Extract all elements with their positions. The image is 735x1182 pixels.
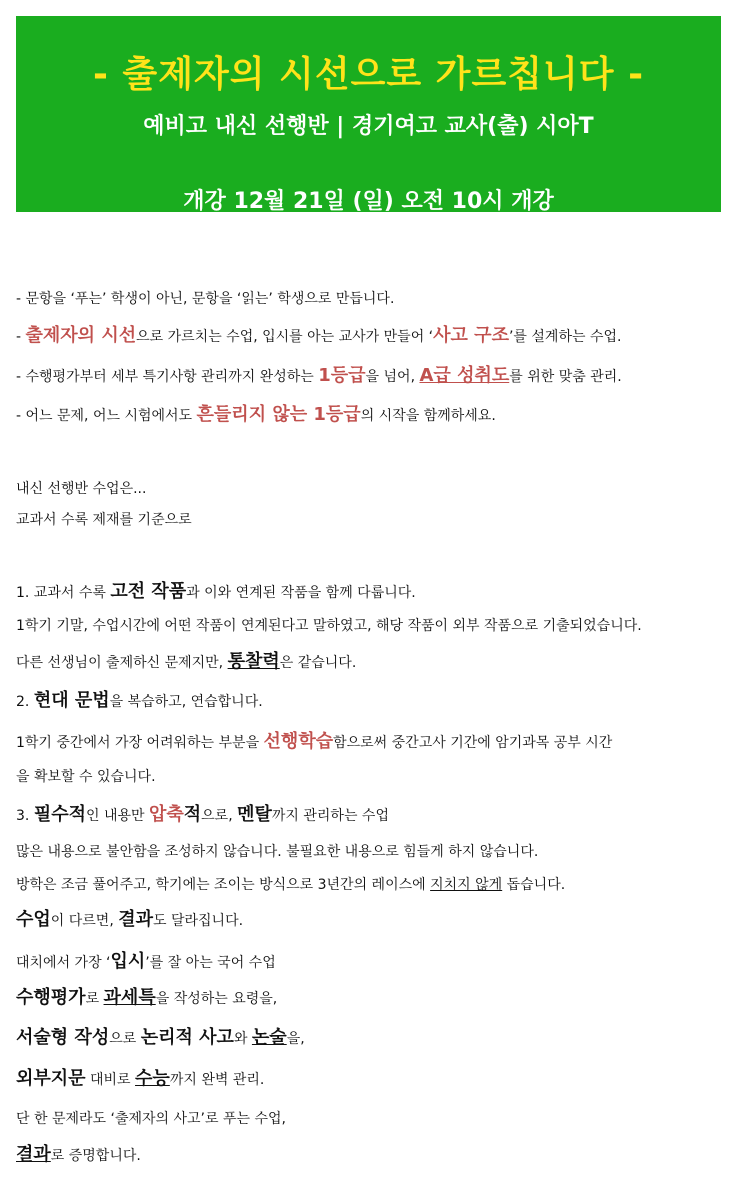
closing-line-6: 단 한 문제라도 ‘출제자의 사고’로 푸는 수업, bbox=[16, 1111, 286, 1127]
section-2-detail-2: 을 확보할 수 있습니다. bbox=[16, 769, 156, 785]
intro-line-1: - 문항을 ‘푸는’ 학생이 아닌, 문항을 ‘읽는’ 학생으로 만듭니다. bbox=[16, 291, 395, 307]
section-3-title: 3. 필수적인 내용만 압축적으로, 멘탈까지 관리하는 수업 bbox=[16, 804, 389, 825]
section-1-detail-1: 1학기 기말, 수업시간에 어떤 작품이 연계된다고 말하였고, 해당 작품이 외부 작품으로 기출되었습니다. bbox=[16, 618, 642, 634]
closing-line-4: 서술형 작성으로 논리적 사고와 논술을, bbox=[16, 1027, 305, 1048]
closing-line-5: 외부지문 대비로 수능까지 완벽 관리. bbox=[16, 1068, 265, 1089]
highlight-steady-first-grade: 흔들리지 않는 1등급 bbox=[196, 404, 361, 425]
closing-line-7: 결과로 증명합니다. bbox=[16, 1144, 141, 1165]
course-heading: 내신 선행반 수업은... bbox=[16, 481, 147, 497]
section-3-detail-2: 방학은 조금 풀어주고, 학기에는 조이는 방식으로 3년간의 레이스에 지치지 않게 돕습니다. bbox=[16, 877, 566, 893]
intro-line-4: - 어느 문제, 어느 시험에서도 흔들리지 않는 1등급의 시작을 함께하세요. bbox=[16, 404, 496, 425]
header-banner bbox=[16, 16, 721, 212]
intro-line-2: - 출제자의 시선으로 가르치는 수업, 입시를 아는 교사가 만들어 ‘사고 구조’를 설계하는 수업. bbox=[16, 325, 622, 346]
section-2-detail-1: 1학기 중간에서 가장 어려워하는 부분을 선행학습함으로써 중간고사 기간에 암기과목 공부 시간 bbox=[16, 731, 613, 752]
banner-title: - 출제자의 시선으로 가르칩니다 - bbox=[92, 54, 645, 95]
section-3-detail-1: 많은 내용으로 불안함을 조성하지 않습니다. 불필요한 내용으로 힘들게 하지 않습니다. bbox=[16, 844, 539, 860]
closing-line-2: 대치에서 가장 ‘입시’를 잘 아는 국어 수업 bbox=[16, 951, 276, 972]
course-subheading: 교과서 수록 제재를 기준으로 bbox=[16, 512, 192, 528]
section-2-title: 2. 현대 문법을 복습하고, 연습합니다. bbox=[16, 690, 263, 711]
closing-line-1: 수업이 다르면, 결과도 달라집니다. bbox=[16, 909, 244, 930]
highlight-a-achievement: A급 성취도 bbox=[419, 365, 510, 386]
highlight-thinking-structure: 사고 구조 bbox=[433, 325, 509, 346]
section-1-detail-2: 다른 선생님이 출제하신 문제지만, 통찰력은 같습니다. bbox=[16, 651, 357, 672]
banner-schedule: 개강 12월 21일 (일) 오전 10시 개강 bbox=[183, 189, 554, 214]
intro-line-3: - 수행평가부터 세부 특기사항 관리까지 완성하는 1등급을 넘어, A급 성취도를 위한 맞춤 관리. bbox=[16, 365, 622, 386]
banner-subtitle: 예비고 내신 선행반 | 경기여고 교사(출) 시아T bbox=[143, 114, 594, 139]
highlight-first-grade: 1등급 bbox=[318, 365, 366, 386]
closing-line-3: 수행평가로 과세특을 작성하는 요령을, bbox=[16, 987, 278, 1008]
section-1-title: 1. 교과서 수록 고전 작품과 이와 연계된 작품을 함께 다룹니다. bbox=[16, 581, 416, 602]
highlight-examiner-view: 출제자의 시선 bbox=[25, 325, 137, 346]
